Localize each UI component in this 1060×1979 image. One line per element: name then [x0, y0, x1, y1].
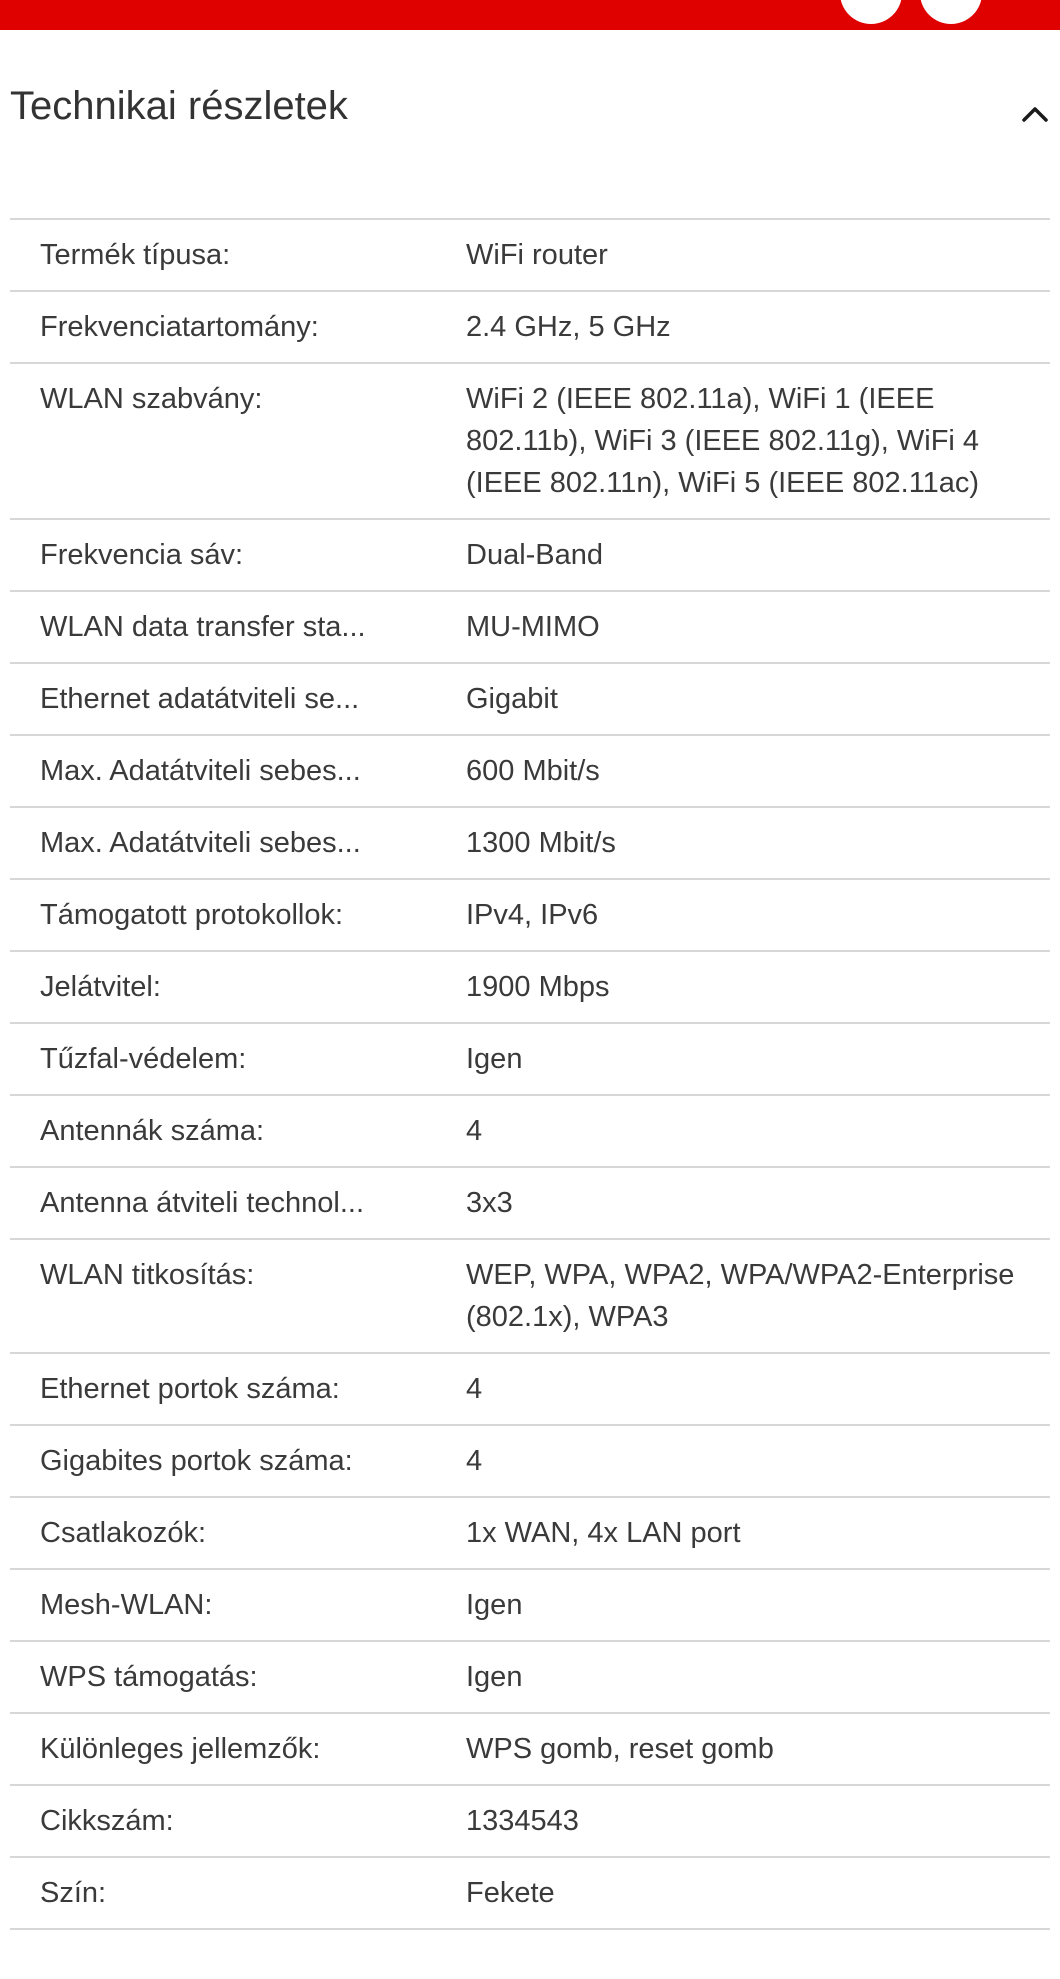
spec-row [10, 808, 1050, 880]
spec-row [10, 664, 1050, 736]
spec-row [10, 880, 1050, 952]
chevron-up-icon[interactable] [1020, 100, 1050, 130]
spec-row [10, 736, 1050, 808]
spec-row [10, 1024, 1050, 1096]
spec-row [10, 1354, 1050, 1426]
spec-label: Gigabites portok száma: [40, 1445, 353, 1477]
spec-row [10, 1498, 1050, 1570]
spec-row [10, 1168, 1050, 1240]
spec-value: 1334543 [466, 1805, 579, 1837]
spec-label: Cikkszám: [40, 1805, 174, 1837]
spec-value: Fekete [466, 1877, 555, 1909]
spec-value: WEP, WPA, WPA2, WPA/WPA2-Enterprise (802.1x), WPA3 [466, 1259, 1015, 1333]
spec-value: WiFi router [466, 239, 608, 271]
spec-row [10, 1096, 1050, 1168]
top-header-bar [0, 0, 1060, 30]
spec-label: Ethernet portok száma: [40, 1373, 340, 1405]
spec-label: Max. Adatátviteli sebes... [40, 827, 361, 859]
spec-value: 1900 Mbps [466, 971, 610, 1003]
spec-value: 1300 Mbit/s [466, 827, 616, 859]
spec-row [10, 952, 1050, 1024]
spec-value: IPv4, IPv6 [466, 899, 599, 931]
spec-row [10, 292, 1050, 364]
spec-label: Antennák száma: [40, 1115, 265, 1147]
spec-value: Igen [466, 1589, 523, 1621]
spec-label: Jelátvitel: [40, 971, 161, 1003]
spec-label: Csatlakozók: [40, 1517, 207, 1549]
section-title: Technikai részletek [10, 84, 348, 128]
header-round-button[interactable] [920, 0, 982, 24]
spec-value: Dual-Band [466, 539, 604, 571]
spec-label: WLAN szabvány: [40, 383, 263, 415]
spec-row [10, 1714, 1050, 1786]
spec-label: WLAN titkosítás: [40, 1259, 255, 1291]
technical-details-header[interactable] [0, 72, 1060, 152]
spec-value: Igen [466, 1661, 523, 1693]
spec-row [10, 1858, 1050, 1930]
spec-value: Gigabit [466, 683, 558, 715]
spec-value: WiFi 2 (IEEE 802.11a), WiFi 1 (IEEE 802.11b), WiFi 3 (IEEE 802.11g), WiFi 4 (IEEE 802.11n), WiFi 5 (IEEE 802.11ac) [466, 383, 980, 499]
spec-label: Szín: [40, 1877, 107, 1909]
spec-row [10, 1240, 1050, 1354]
spec-value: 4 [466, 1445, 483, 1477]
spec-value: MU-MIMO [466, 611, 600, 643]
spec-label: Frekvenciatartomány: [40, 311, 319, 343]
spec-label: Frekvencia sáv: [40, 539, 244, 571]
spec-value: 3x3 [466, 1187, 513, 1219]
spec-value: Igen [466, 1043, 523, 1075]
spec-row [10, 1786, 1050, 1858]
spec-label: Max. Adatátviteli sebes... [40, 755, 361, 787]
spec-value: 4 [466, 1373, 483, 1405]
spec-row [10, 364, 1050, 520]
spec-label: Támogatott protokollok: [40, 899, 344, 931]
spec-row [10, 1642, 1050, 1714]
spec-row [10, 520, 1050, 592]
header-round-button[interactable] [840, 0, 902, 24]
spec-value: WPS gomb, reset gomb [466, 1733, 774, 1765]
spec-value: 2.4 GHz, 5 GHz [466, 311, 671, 343]
spec-row [10, 592, 1050, 664]
spec-row [10, 218, 1050, 292]
spec-label: Ethernet adatátviteli se... [40, 683, 360, 715]
spec-value: 600 Mbit/s [466, 755, 600, 787]
spec-label: WPS támogatás: [40, 1661, 258, 1693]
spec-value: 4 [466, 1115, 483, 1147]
spec-label: Mesh-WLAN: [40, 1589, 213, 1621]
spec-label: Különleges jellemzők: [40, 1733, 321, 1765]
spec-label: WLAN data transfer sta... [40, 611, 366, 643]
spec-row [10, 1570, 1050, 1642]
spec-label: Tűzfal-védelem: [40, 1043, 247, 1075]
spec-table [10, 218, 1050, 1930]
spec-label: Termék típusa: [40, 239, 231, 271]
spec-row [10, 1426, 1050, 1498]
spec-value: 1x WAN, 4x LAN port [466, 1517, 741, 1549]
spec-label: Antenna átviteli technol... [40, 1187, 365, 1219]
